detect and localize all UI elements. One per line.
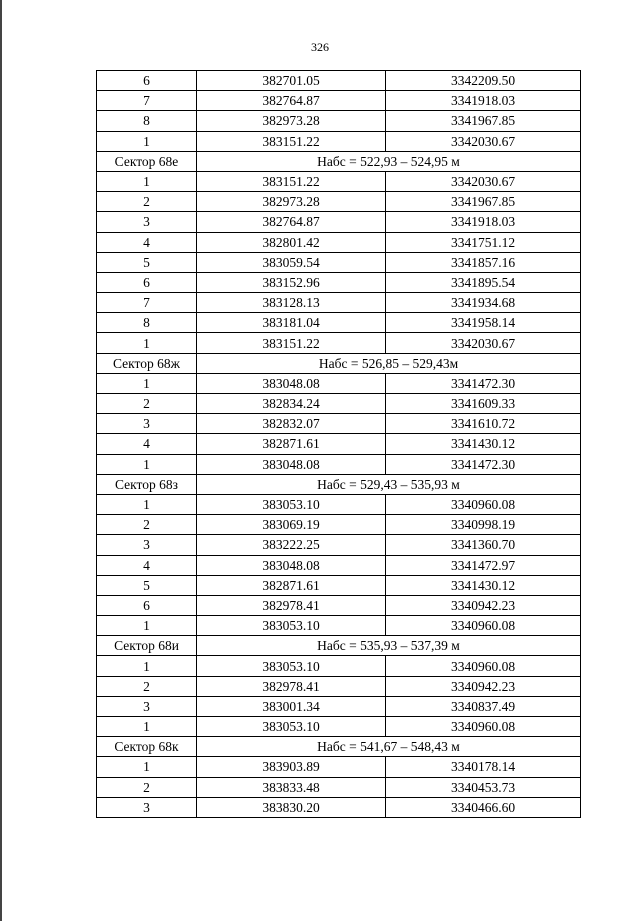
coordinates-table — [96, 70, 581, 818]
x-coordinate: 383152.96 — [197, 272, 386, 292]
y-coordinate: 3341751.12 — [386, 232, 581, 252]
point-number: 8 — [97, 313, 197, 333]
y-coordinate: 3340453.73 — [386, 777, 581, 797]
x-coordinate: 382764.87 — [197, 91, 386, 111]
table-row — [97, 131, 581, 151]
table-row — [97, 555, 581, 575]
x-coordinate: 383048.08 — [197, 454, 386, 474]
table-row — [97, 91, 581, 111]
table-row — [97, 272, 581, 292]
sector-header-row — [97, 636, 581, 656]
x-coordinate: 382834.24 — [197, 394, 386, 414]
point-number: 4 — [97, 232, 197, 252]
point-number: 3 — [97, 797, 197, 817]
point-number: 2 — [97, 777, 197, 797]
x-coordinate: 382701.05 — [197, 71, 386, 91]
y-coordinate: 3340837.49 — [386, 696, 581, 716]
x-coordinate: 383053.10 — [197, 616, 386, 636]
point-number: 2 — [97, 394, 197, 414]
x-coordinate: 383048.08 — [197, 373, 386, 393]
x-coordinate: 383053.10 — [197, 494, 386, 514]
sector-label: Сектор 68з — [97, 474, 197, 494]
y-coordinate: 3341895.54 — [386, 272, 581, 292]
table-row — [97, 575, 581, 595]
table-row — [97, 434, 581, 454]
table-row — [97, 232, 581, 252]
sector-header-row — [97, 737, 581, 757]
x-coordinate: 382832.07 — [197, 414, 386, 434]
x-coordinate: 383151.22 — [197, 171, 386, 191]
table-row — [97, 111, 581, 131]
point-number: 3 — [97, 535, 197, 555]
table-row — [97, 797, 581, 817]
point-number: 3 — [97, 414, 197, 434]
y-coordinate: 3342030.67 — [386, 171, 581, 191]
x-coordinate: 383903.89 — [197, 757, 386, 777]
y-coordinate: 3341610.72 — [386, 414, 581, 434]
point-number: 7 — [97, 91, 197, 111]
point-number: 1 — [97, 616, 197, 636]
y-coordinate: 3340466.60 — [386, 797, 581, 817]
y-coordinate: 3340942.23 — [386, 595, 581, 615]
y-coordinate: 3341360.70 — [386, 535, 581, 555]
y-coordinate: 3340960.08 — [386, 616, 581, 636]
point-number: 4 — [97, 434, 197, 454]
y-coordinate: 3341430.12 — [386, 575, 581, 595]
point-number: 3 — [97, 212, 197, 232]
table-row — [97, 293, 581, 313]
x-coordinate: 382871.61 — [197, 434, 386, 454]
y-coordinate: 3341472.97 — [386, 555, 581, 575]
table-row — [97, 313, 581, 333]
point-number: 1 — [97, 333, 197, 353]
point-number: 4 — [97, 555, 197, 575]
x-coordinate: 382973.28 — [197, 111, 386, 131]
point-number: 8 — [97, 111, 197, 131]
sector-header-row — [97, 151, 581, 171]
point-number: 2 — [97, 192, 197, 212]
y-coordinate: 3341857.16 — [386, 252, 581, 272]
sector-label: Сектор 68и — [97, 636, 197, 656]
point-number: 1 — [97, 373, 197, 393]
x-coordinate: 383048.08 — [197, 555, 386, 575]
point-number: 6 — [97, 272, 197, 292]
y-coordinate: 3341967.85 — [386, 192, 581, 212]
y-coordinate: 3341609.33 — [386, 394, 581, 414]
table-row — [97, 616, 581, 636]
point-number: 1 — [97, 171, 197, 191]
x-coordinate: 382764.87 — [197, 212, 386, 232]
point-number: 6 — [97, 71, 197, 91]
y-coordinate: 3341958.14 — [386, 313, 581, 333]
y-coordinate: 3342030.67 — [386, 333, 581, 353]
point-number: 1 — [97, 494, 197, 514]
table-row — [97, 595, 581, 615]
table-row — [97, 394, 581, 414]
y-coordinate: 3341918.03 — [386, 91, 581, 111]
y-coordinate: 3340178.14 — [386, 757, 581, 777]
y-coordinate: 3340998.19 — [386, 515, 581, 535]
table-row — [97, 212, 581, 232]
table-row — [97, 333, 581, 353]
table-row — [97, 494, 581, 514]
sector-elevation-range: Набс = 541,67 – 548,43 м — [197, 737, 581, 757]
y-coordinate: 3341430.12 — [386, 434, 581, 454]
point-number: 6 — [97, 595, 197, 615]
point-number: 1 — [97, 656, 197, 676]
table-row — [97, 535, 581, 555]
table-row — [97, 676, 581, 696]
coordinates-table-body — [97, 71, 581, 818]
x-coordinate: 383181.04 — [197, 313, 386, 333]
sector-label: Сектор 68ж — [97, 353, 197, 373]
x-coordinate: 383833.48 — [197, 777, 386, 797]
y-coordinate: 3340942.23 — [386, 676, 581, 696]
point-number: 7 — [97, 293, 197, 313]
point-number: 3 — [97, 696, 197, 716]
y-coordinate: 3341934.68 — [386, 293, 581, 313]
sector-elevation-range: Набс = 522,93 – 524,95 м — [197, 151, 581, 171]
table-row — [97, 656, 581, 676]
x-coordinate: 382978.41 — [197, 676, 386, 696]
table-row — [97, 171, 581, 191]
x-coordinate: 382978.41 — [197, 595, 386, 615]
y-coordinate: 3340960.08 — [386, 656, 581, 676]
table-row — [97, 454, 581, 474]
table-row — [97, 515, 581, 535]
point-number: 2 — [97, 515, 197, 535]
x-coordinate: 383059.54 — [197, 252, 386, 272]
sector-elevation-range: Набс = 535,93 – 537,39 м — [197, 636, 581, 656]
x-coordinate: 383222.25 — [197, 535, 386, 555]
x-coordinate: 383069.19 — [197, 515, 386, 535]
x-coordinate: 383830.20 — [197, 797, 386, 817]
y-coordinate: 3341967.85 — [386, 111, 581, 131]
table-row — [97, 757, 581, 777]
x-coordinate: 382973.28 — [197, 192, 386, 212]
y-coordinate: 3342030.67 — [386, 131, 581, 151]
scan-edge — [0, 0, 2, 921]
point-number: 2 — [97, 676, 197, 696]
y-coordinate: 3341472.30 — [386, 373, 581, 393]
sector-elevation-range: Набс = 529,43 – 535,93 м — [197, 474, 581, 494]
point-number: 5 — [97, 252, 197, 272]
x-coordinate: 383053.10 — [197, 656, 386, 676]
y-coordinate: 3341918.03 — [386, 212, 581, 232]
x-coordinate: 382801.42 — [197, 232, 386, 252]
sector-elevation-range: Набс = 526,85 – 529,43м — [197, 353, 581, 373]
x-coordinate: 383151.22 — [197, 333, 386, 353]
y-coordinate: 3342209.50 — [386, 71, 581, 91]
x-coordinate: 383001.34 — [197, 696, 386, 716]
table-row — [97, 252, 581, 272]
table-row — [97, 696, 581, 716]
y-coordinate: 3340960.08 — [386, 717, 581, 737]
point-number: 1 — [97, 131, 197, 151]
table-row — [97, 777, 581, 797]
x-coordinate: 383053.10 — [197, 717, 386, 737]
sector-header-row — [97, 474, 581, 494]
point-number: 1 — [97, 717, 197, 737]
point-number: 1 — [97, 454, 197, 474]
y-coordinate: 3341472.30 — [386, 454, 581, 474]
x-coordinate: 383151.22 — [197, 131, 386, 151]
x-coordinate: 383128.13 — [197, 293, 386, 313]
point-number: 5 — [97, 575, 197, 595]
point-number: 1 — [97, 757, 197, 777]
sector-header-row — [97, 353, 581, 373]
y-coordinate: 3340960.08 — [386, 494, 581, 514]
page-number: 326 — [311, 40, 329, 54]
table-row — [97, 192, 581, 212]
sector-label: Сектор 68е — [97, 151, 197, 171]
table-row — [97, 717, 581, 737]
table-row — [97, 71, 581, 91]
table-row — [97, 373, 581, 393]
sector-label: Сектор 68к — [97, 737, 197, 757]
table-row — [97, 414, 581, 434]
x-coordinate: 382871.61 — [197, 575, 386, 595]
